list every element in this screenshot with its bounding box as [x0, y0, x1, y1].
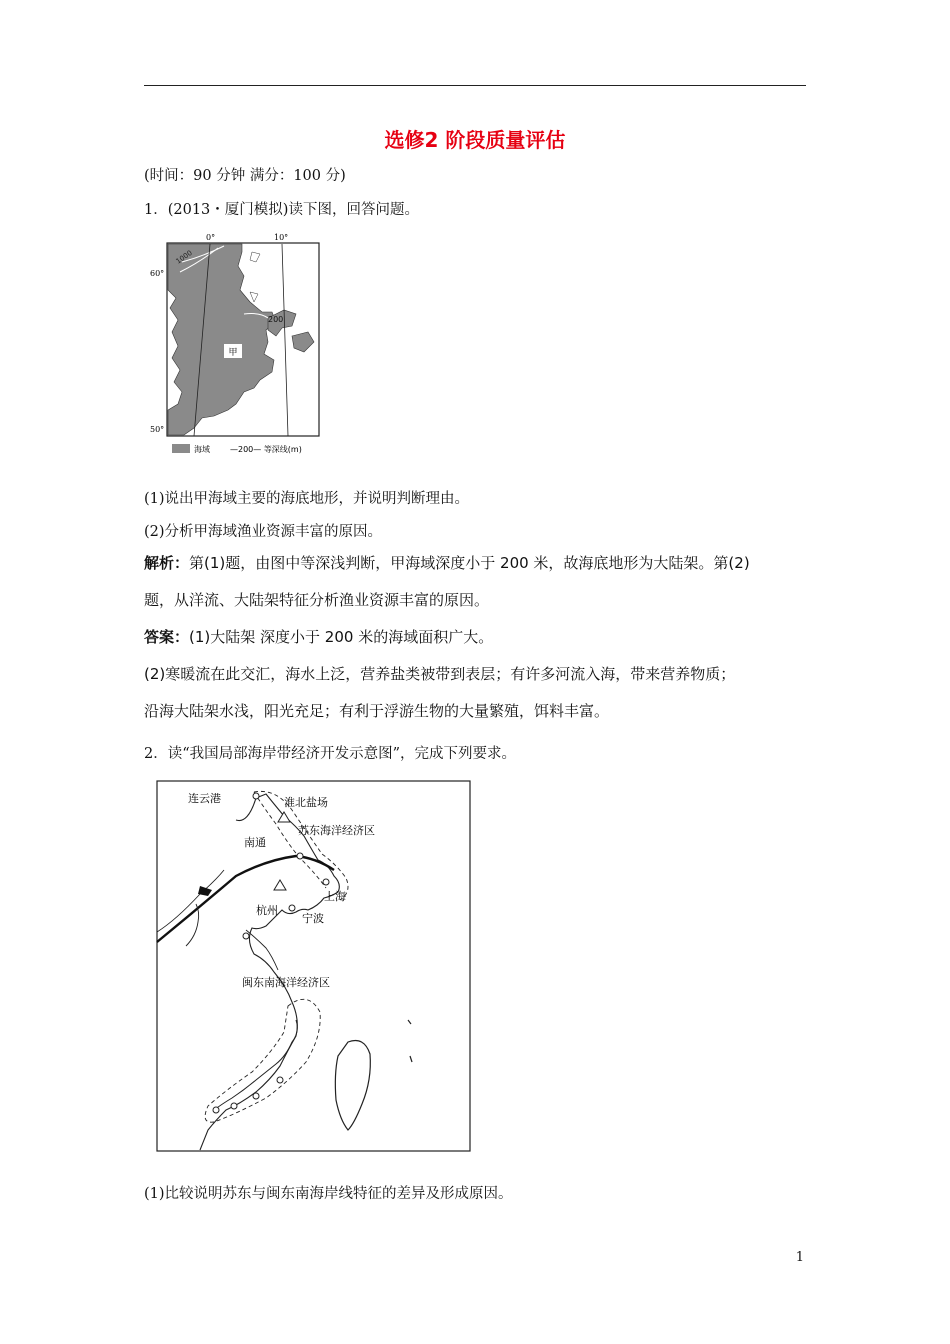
- question-2-sub-1: (1)比较说明苏东与闽东南海岸线特征的差异及形成原因。: [144, 1186, 513, 1202]
- label-ningbo: 宁波: [302, 912, 324, 925]
- analysis-line-1: [144, 552, 750, 573]
- north-sea-map: [150, 232, 324, 462]
- lat-50-label: 50°: [150, 425, 165, 434]
- lon-10-label: 10°: [274, 233, 289, 242]
- label-shanghai: 上海: [324, 890, 346, 903]
- label-sudong: 苏东海洋经济区: [298, 824, 375, 837]
- answer-label: 答案：: [144, 628, 190, 646]
- label-lianyungang: 连云港: [188, 792, 221, 805]
- question-1-sub-1: (1)说出甲海域主要的海底地形，并说明判断理由。: [144, 491, 470, 507]
- label-huaibei: 淮北盐场: [284, 796, 328, 809]
- label-mindongnan: 闽东南海洋经济区: [242, 976, 330, 989]
- lon-0-label: 0°: [206, 233, 216, 242]
- header-rule: [144, 85, 806, 86]
- analysis-text-1: 第(1)题，由图中等深浅判断，甲海域深度小于 200 米，故海底地形为大陆架。第(2): [189, 554, 750, 572]
- analysis-line-2: 题，从洋流、大陆架特征分析渔业资源丰富的原因。: [144, 591, 490, 609]
- question-1-sub-2: (2)分析甲海域渔业资源丰富的原因。: [144, 524, 383, 540]
- question-2-stem: 2．读“我国局部海岸带经济开发示意图”，完成下列要求。: [144, 746, 517, 762]
- label-hangzhou: 杭州: [256, 904, 278, 917]
- contour-200-label: 200: [268, 315, 284, 324]
- analysis-label: 解析：: [144, 554, 190, 572]
- lat-60-label: 60°: [150, 269, 165, 278]
- answer-line-1: [144, 626, 493, 647]
- page-number: 1: [795, 1250, 804, 1265]
- coast-economy-map: [156, 780, 472, 1154]
- exam-meta: (时间：90 分钟 满分：100 分): [144, 168, 346, 184]
- question-1-stem: 1．(2013・厦门模拟)读下图，回答问题。: [144, 202, 419, 218]
- answer-line-3: 沿海大陆架水浅，阳光充足；有利于浮游生物的大量繁殖，饵料丰富。: [144, 702, 610, 720]
- label-nantong: 南通: [244, 836, 266, 849]
- answer-line-2: (2)寒暖流在此交汇，海水上泛，营养盐类被带到表层；有许多河流入海，带来营养物质；: [144, 665, 736, 683]
- legend-sea-label: 海域: [194, 445, 210, 454]
- area-jia-label: 甲: [228, 348, 238, 358]
- answer-text-1: (1)大陆架 深度小于 200 米的海域面积广大。: [189, 628, 494, 646]
- contour-1000-label: 1000: [174, 248, 194, 266]
- legend-contour-label: —200— 等深线(m): [230, 445, 302, 454]
- page-title: 选修2 阶段质量评估: [384, 128, 566, 152]
